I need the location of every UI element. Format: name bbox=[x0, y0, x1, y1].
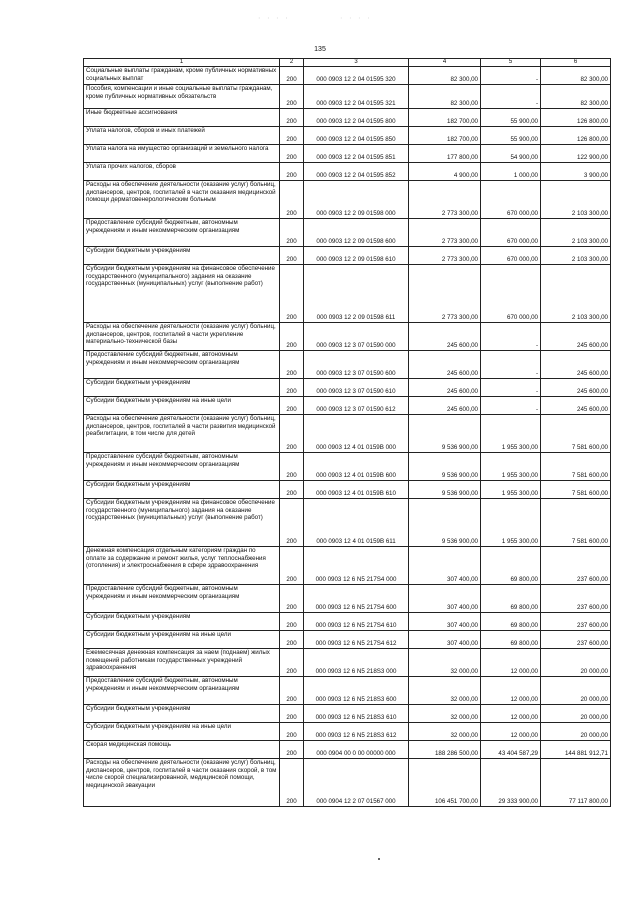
table-row bbox=[84, 351, 611, 379]
row-amount-approved-cell: 32 000,00 bbox=[409, 705, 481, 723]
row-amount-executed-cell: 670 000,00 bbox=[481, 219, 541, 247]
row-amount-remaining-cell: 245 600,00 bbox=[541, 379, 611, 397]
table-row bbox=[84, 547, 611, 585]
row-amount-approved-cell: 32 000,00 bbox=[409, 677, 481, 705]
row-amount-remaining-cell: 7 581 600,00 bbox=[541, 499, 611, 547]
row-code-cell: 200 bbox=[280, 323, 304, 351]
row-amount-approved-cell: 182 700,00 bbox=[409, 109, 481, 127]
row-amount-remaining-cell: 3 900,00 bbox=[541, 163, 611, 181]
row-amount-approved-cell: 32 000,00 bbox=[409, 649, 481, 677]
table-body bbox=[84, 67, 611, 807]
row-amount-executed-cell: 1 955 300,00 bbox=[481, 481, 541, 499]
column-header: 5 bbox=[481, 59, 541, 67]
column-header: 6 bbox=[541, 59, 611, 67]
row-name-cell: Предоставление субсидий бюджетным, автономным учреждениям и иным некоммерческим организациям bbox=[84, 453, 280, 481]
row-amount-executed-cell: 1 000,00 bbox=[481, 163, 541, 181]
column-header: 3 bbox=[304, 59, 409, 67]
table-row bbox=[84, 397, 611, 415]
table-row bbox=[84, 127, 611, 145]
row-code-cell: 200 bbox=[280, 397, 304, 415]
row-amount-approved-cell: 9 536 900,00 bbox=[409, 481, 481, 499]
row-kbk-cell: 000 0903 12 2 04 01595 321 bbox=[304, 85, 409, 109]
row-code-cell: 200 bbox=[280, 163, 304, 181]
row-amount-remaining-cell: 20 000,00 bbox=[541, 649, 611, 677]
row-amount-approved-cell: 2 773 300,00 bbox=[409, 181, 481, 219]
table-row bbox=[84, 247, 611, 265]
row-amount-approved-cell: 32 000,00 bbox=[409, 723, 481, 741]
row-name-cell: Ежемесячная денежная компенсация за наем (поднаем) жилых помещений работникам государственных учреждений здравоохранения bbox=[84, 649, 280, 677]
row-amount-executed-cell: 43 404 587,29 bbox=[481, 741, 541, 759]
table-row bbox=[84, 677, 611, 705]
row-amount-approved-cell: 9 536 900,00 bbox=[409, 453, 481, 481]
row-amount-executed-cell: 69 800,00 bbox=[481, 613, 541, 631]
row-amount-remaining-cell: 20 000,00 bbox=[541, 723, 611, 741]
row-amount-remaining-cell: 2 103 300,00 bbox=[541, 219, 611, 247]
row-code-cell: 200 bbox=[280, 585, 304, 613]
row-amount-remaining-cell: 20 000,00 bbox=[541, 705, 611, 723]
row-code-cell: 200 bbox=[280, 547, 304, 585]
row-name-cell: Субсидии бюджетным учреждениям bbox=[84, 247, 280, 265]
row-amount-executed-cell: - bbox=[481, 67, 541, 85]
row-amount-remaining-cell: 245 600,00 bbox=[541, 351, 611, 379]
row-amount-remaining-cell: 82 300,00 bbox=[541, 67, 611, 85]
row-amount-approved-cell: 9 536 900,00 bbox=[409, 499, 481, 547]
row-amount-remaining-cell: 126 800,00 bbox=[541, 127, 611, 145]
budget-table bbox=[83, 58, 611, 807]
row-code-cell: 200 bbox=[280, 741, 304, 759]
row-code-cell: 200 bbox=[280, 415, 304, 453]
row-amount-approved-cell: 2 773 300,00 bbox=[409, 247, 481, 265]
row-amount-remaining-cell: 82 300,00 bbox=[541, 85, 611, 109]
row-amount-remaining-cell: 144 881 912,71 bbox=[541, 741, 611, 759]
row-name-cell: Расходы на обеспечение деятельности (оказание услуг) больниц, диспансеров, центров, госпиталей в части развития медицинской реабилитации, в том числе для детей bbox=[84, 415, 280, 453]
row-code-cell: 200 bbox=[280, 453, 304, 481]
row-kbk-cell: 000 0903 12 6 N5 217S4 612 bbox=[304, 631, 409, 649]
row-code-cell: 200 bbox=[280, 677, 304, 705]
page-number: 135 bbox=[314, 46, 326, 53]
row-name-cell: Субсидии бюджетным учреждениям на иные цели bbox=[84, 631, 280, 649]
row-kbk-cell: 000 0903 12 3 07 01590 000 bbox=[304, 323, 409, 351]
row-amount-executed-cell: 55 900,00 bbox=[481, 127, 541, 145]
row-amount-executed-cell: 12 000,00 bbox=[481, 723, 541, 741]
row-amount-remaining-cell: 237 600,00 bbox=[541, 547, 611, 585]
row-amount-approved-cell: 245 600,00 bbox=[409, 379, 481, 397]
row-code-cell: 200 bbox=[280, 481, 304, 499]
row-kbk-cell: 000 0903 12 4 01 0159В 600 bbox=[304, 453, 409, 481]
table-row bbox=[84, 181, 611, 219]
row-amount-approved-cell: 106 451 700,00 bbox=[409, 759, 481, 807]
scan-dot bbox=[378, 858, 380, 860]
row-amount-remaining-cell: 7 581 600,00 bbox=[541, 453, 611, 481]
row-name-cell: Субсидии бюджетным учреждениям на финансовое обеспечение государственного (муниципального) задания на оказание государственных (муниципальных) услуг (выполнение работ) bbox=[84, 265, 280, 323]
row-amount-remaining-cell: 245 600,00 bbox=[541, 397, 611, 415]
row-amount-approved-cell: 177 800,00 bbox=[409, 145, 481, 163]
row-name-cell: Уплата прочих налогов, сборов bbox=[84, 163, 280, 181]
row-name-cell: Предоставление субсидий бюджетным, автономным учреждениям и иным некоммерческим организациям bbox=[84, 219, 280, 247]
row-code-cell: 200 bbox=[280, 723, 304, 741]
row-name-cell: Расходы на обеспечение деятельности (оказание услуг) больниц, диспансеров, центров, госпиталей в части оказания медицинской помощи дерматовенерологическим больным bbox=[84, 181, 280, 219]
row-amount-remaining-cell: 126 800,00 bbox=[541, 109, 611, 127]
table-row bbox=[84, 323, 611, 351]
row-amount-executed-cell: 55 900,00 bbox=[481, 109, 541, 127]
row-kbk-cell: 000 0903 12 6 N5 217S4 600 bbox=[304, 585, 409, 613]
row-kbk-cell: 000 0903 12 4 01 0159В 000 bbox=[304, 415, 409, 453]
table-header-row bbox=[84, 59, 611, 67]
row-amount-executed-cell: - bbox=[481, 85, 541, 109]
row-amount-approved-cell: 82 300,00 bbox=[409, 85, 481, 109]
row-kbk-cell: 000 0903 12 3 07 01590 612 bbox=[304, 397, 409, 415]
row-code-cell: 200 bbox=[280, 67, 304, 85]
column-header: 1 bbox=[84, 59, 280, 67]
row-amount-executed-cell: - bbox=[481, 351, 541, 379]
row-amount-approved-cell: 9 536 900,00 bbox=[409, 415, 481, 453]
row-code-cell: 200 bbox=[280, 265, 304, 323]
table-row bbox=[84, 85, 611, 109]
row-code-cell: 200 bbox=[280, 759, 304, 807]
row-name-cell: Уплата налогов, сборов и иных платежей bbox=[84, 127, 280, 145]
row-amount-approved-cell: 4 900,00 bbox=[409, 163, 481, 181]
row-name-cell: Расходы на обеспечение деятельности (оказание услуг) больниц, диспансеров, центров, госпиталей в части оказания скорой, в том числе скорой специализированной, медицинской помощи, медицинской эвакуации bbox=[84, 759, 280, 807]
table-row bbox=[84, 649, 611, 677]
table-row bbox=[84, 613, 611, 631]
row-kbk-cell: 000 0903 12 2 04 01595 800 bbox=[304, 109, 409, 127]
row-kbk-cell: 000 0903 12 6 N5 218S3 612 bbox=[304, 723, 409, 741]
row-amount-remaining-cell: 2 103 300,00 bbox=[541, 181, 611, 219]
table-row bbox=[84, 453, 611, 481]
row-kbk-cell: 000 0903 12 4 01 0159В 610 bbox=[304, 481, 409, 499]
row-kbk-cell: 000 0904 12 2 07 01567 000 bbox=[304, 759, 409, 807]
row-amount-executed-cell: 670 000,00 bbox=[481, 265, 541, 323]
column-header: 4 bbox=[409, 59, 481, 67]
row-amount-executed-cell: 69 800,00 bbox=[481, 547, 541, 585]
row-amount-executed-cell: - bbox=[481, 323, 541, 351]
row-amount-executed-cell: 29 333 900,00 bbox=[481, 759, 541, 807]
row-kbk-cell: 000 0903 12 2 09 01598 610 bbox=[304, 247, 409, 265]
table-row bbox=[84, 759, 611, 807]
row-name-cell: Социальные выплаты гражданам, кроме публичных нормативных социальных выплат bbox=[84, 67, 280, 85]
row-name-cell: Расходы на обеспечение деятельности (оказание услуг) больниц, диспансеров, центров, госпиталей в части укрепление материально-технической базы bbox=[84, 323, 280, 351]
row-code-cell: 200 bbox=[280, 499, 304, 547]
row-name-cell: Субсидии бюджетным учреждениям bbox=[84, 481, 280, 499]
table-row bbox=[84, 481, 611, 499]
row-amount-approved-cell: 2 773 300,00 bbox=[409, 265, 481, 323]
table-row bbox=[84, 723, 611, 741]
row-amount-executed-cell: 12 000,00 bbox=[481, 649, 541, 677]
row-code-cell: 200 bbox=[280, 379, 304, 397]
row-amount-approved-cell: 82 300,00 bbox=[409, 67, 481, 85]
table-row bbox=[84, 67, 611, 85]
row-name-cell: Иные бюджетные ассигнования bbox=[84, 109, 280, 127]
row-name-cell: Субсидии бюджетным учреждениям на финансовое обеспечение государственного (муниципального) задания на оказание государственных (муниципальных) услуг (выполнение работ) bbox=[84, 499, 280, 547]
table-row bbox=[84, 499, 611, 547]
row-amount-approved-cell: 307 400,00 bbox=[409, 631, 481, 649]
row-code-cell: 200 bbox=[280, 181, 304, 219]
scan-smudge-mark: · · · · bbox=[258, 14, 290, 23]
row-amount-executed-cell: 670 000,00 bbox=[481, 181, 541, 219]
table-row bbox=[84, 415, 611, 453]
row-kbk-cell: 000 0903 12 2 04 01595 851 bbox=[304, 145, 409, 163]
row-name-cell: Субсидии бюджетным учреждениям bbox=[84, 379, 280, 397]
row-amount-remaining-cell: 237 600,00 bbox=[541, 613, 611, 631]
row-kbk-cell: 000 0903 12 6 N5 218S3 610 bbox=[304, 705, 409, 723]
row-amount-remaining-cell: 20 000,00 bbox=[541, 677, 611, 705]
table-row bbox=[84, 145, 611, 163]
row-amount-executed-cell: 1 955 300,00 bbox=[481, 453, 541, 481]
row-kbk-cell: 000 0903 12 3 07 01590 600 bbox=[304, 351, 409, 379]
row-amount-approved-cell: 307 400,00 bbox=[409, 547, 481, 585]
table-row bbox=[84, 585, 611, 613]
row-amount-approved-cell: 245 600,00 bbox=[409, 397, 481, 415]
row-amount-approved-cell: 2 773 300,00 bbox=[409, 219, 481, 247]
table-row bbox=[84, 631, 611, 649]
row-amount-remaining-cell: 122 900,00 bbox=[541, 145, 611, 163]
table-row bbox=[84, 109, 611, 127]
row-amount-approved-cell: 307 400,00 bbox=[409, 585, 481, 613]
row-amount-executed-cell: 54 900,00 bbox=[481, 145, 541, 163]
row-amount-remaining-cell: 237 600,00 bbox=[541, 631, 611, 649]
row-amount-executed-cell: 69 800,00 bbox=[481, 585, 541, 613]
row-kbk-cell: 000 0903 12 6 N5 217S4 000 bbox=[304, 547, 409, 585]
table-row bbox=[84, 705, 611, 723]
scan-smudge-mark: · · · · bbox=[340, 14, 372, 23]
row-amount-executed-cell: - bbox=[481, 397, 541, 415]
row-kbk-cell: 000 0903 12 2 04 01595 320 bbox=[304, 67, 409, 85]
row-kbk-cell: 000 0903 12 6 N5 218S3 000 bbox=[304, 649, 409, 677]
row-code-cell: 200 bbox=[280, 705, 304, 723]
row-name-cell: Скорая медицинская помощь bbox=[84, 741, 280, 759]
row-name-cell: Субсидии бюджетным учреждениям на иные цели bbox=[84, 397, 280, 415]
row-kbk-cell: 000 0903 12 3 07 01590 610 bbox=[304, 379, 409, 397]
row-name-cell: Субсидии бюджетным учреждениям bbox=[84, 613, 280, 631]
row-amount-executed-cell: 69 800,00 bbox=[481, 631, 541, 649]
row-amount-remaining-cell: 237 600,00 bbox=[541, 585, 611, 613]
row-amount-approved-cell: 188 286 500,00 bbox=[409, 741, 481, 759]
row-kbk-cell: 000 0903 12 2 09 01598 611 bbox=[304, 265, 409, 323]
row-amount-executed-cell: 12 000,00 bbox=[481, 677, 541, 705]
row-kbk-cell: 000 0903 12 2 09 01598 000 bbox=[304, 181, 409, 219]
row-amount-remaining-cell: 2 103 300,00 bbox=[541, 265, 611, 323]
row-name-cell: Субсидии бюджетным учреждениям bbox=[84, 705, 280, 723]
table-row bbox=[84, 741, 611, 759]
row-amount-remaining-cell: 7 581 600,00 bbox=[541, 415, 611, 453]
row-code-cell: 200 bbox=[280, 85, 304, 109]
row-amount-approved-cell: 245 600,00 bbox=[409, 323, 481, 351]
column-header: 2 bbox=[280, 59, 304, 67]
table-row bbox=[84, 219, 611, 247]
row-kbk-cell: 000 0903 12 2 04 01595 852 bbox=[304, 163, 409, 181]
row-amount-remaining-cell: 2 103 300,00 bbox=[541, 247, 611, 265]
row-code-cell: 200 bbox=[280, 145, 304, 163]
row-name-cell: Уплата налога на имущество организаций и земельного налога bbox=[84, 145, 280, 163]
row-code-cell: 200 bbox=[280, 649, 304, 677]
row-name-cell: Субсидии бюджетным учреждениям на иные цели bbox=[84, 723, 280, 741]
row-amount-remaining-cell: 77 117 800,00 bbox=[541, 759, 611, 807]
row-amount-executed-cell: 1 955 300,00 bbox=[481, 415, 541, 453]
row-code-cell: 200 bbox=[280, 247, 304, 265]
row-amount-executed-cell: - bbox=[481, 379, 541, 397]
row-code-cell: 200 bbox=[280, 351, 304, 379]
row-code-cell: 200 bbox=[280, 613, 304, 631]
table-row bbox=[84, 265, 611, 323]
row-name-cell: Пособия, компенсации и иные социальные выплаты гражданам, кроме публичных нормативных обязательств bbox=[84, 85, 280, 109]
row-amount-executed-cell: 1 955 300,00 bbox=[481, 499, 541, 547]
row-name-cell: Предоставление субсидий бюджетным, автономным учреждениям и иным некоммерческим организациям bbox=[84, 677, 280, 705]
row-code-cell: 200 bbox=[280, 631, 304, 649]
row-code-cell: 200 bbox=[280, 109, 304, 127]
row-kbk-cell: 000 0904 00 0 00 00000 000 bbox=[304, 741, 409, 759]
row-code-cell: 200 bbox=[280, 219, 304, 247]
row-kbk-cell: 000 0903 12 2 04 01595 850 bbox=[304, 127, 409, 145]
row-amount-executed-cell: 670 000,00 bbox=[481, 247, 541, 265]
row-name-cell: Предоставление субсидий бюджетным, автономным учреждениям и иным некоммерческим организациям bbox=[84, 585, 280, 613]
row-amount-executed-cell: 12 000,00 bbox=[481, 705, 541, 723]
row-kbk-cell: 000 0903 12 4 01 0159В 611 bbox=[304, 499, 409, 547]
row-kbk-cell: 000 0903 12 6 N5 217S4 610 bbox=[304, 613, 409, 631]
row-kbk-cell: 000 0903 12 6 N5 218S3 600 bbox=[304, 677, 409, 705]
row-amount-approved-cell: 182 700,00 bbox=[409, 127, 481, 145]
row-name-cell: Предоставление субсидий бюджетным, автономным учреждениям и иным некоммерческим организациям bbox=[84, 351, 280, 379]
row-amount-approved-cell: 245 600,00 bbox=[409, 351, 481, 379]
table-row bbox=[84, 379, 611, 397]
row-name-cell: Денежная компенсация отдельным категориям граждан по оплате за содержание и ремонт жилья, услуг теплоснабжения (отопления) и электроснабжения в сфере здравоохранения bbox=[84, 547, 280, 585]
table-row bbox=[84, 163, 611, 181]
row-kbk-cell: 000 0903 12 2 09 01598 600 bbox=[304, 219, 409, 247]
row-amount-remaining-cell: 245 600,00 bbox=[541, 323, 611, 351]
row-code-cell: 200 bbox=[280, 127, 304, 145]
row-amount-approved-cell: 307 400,00 bbox=[409, 613, 481, 631]
row-amount-remaining-cell: 7 581 600,00 bbox=[541, 481, 611, 499]
